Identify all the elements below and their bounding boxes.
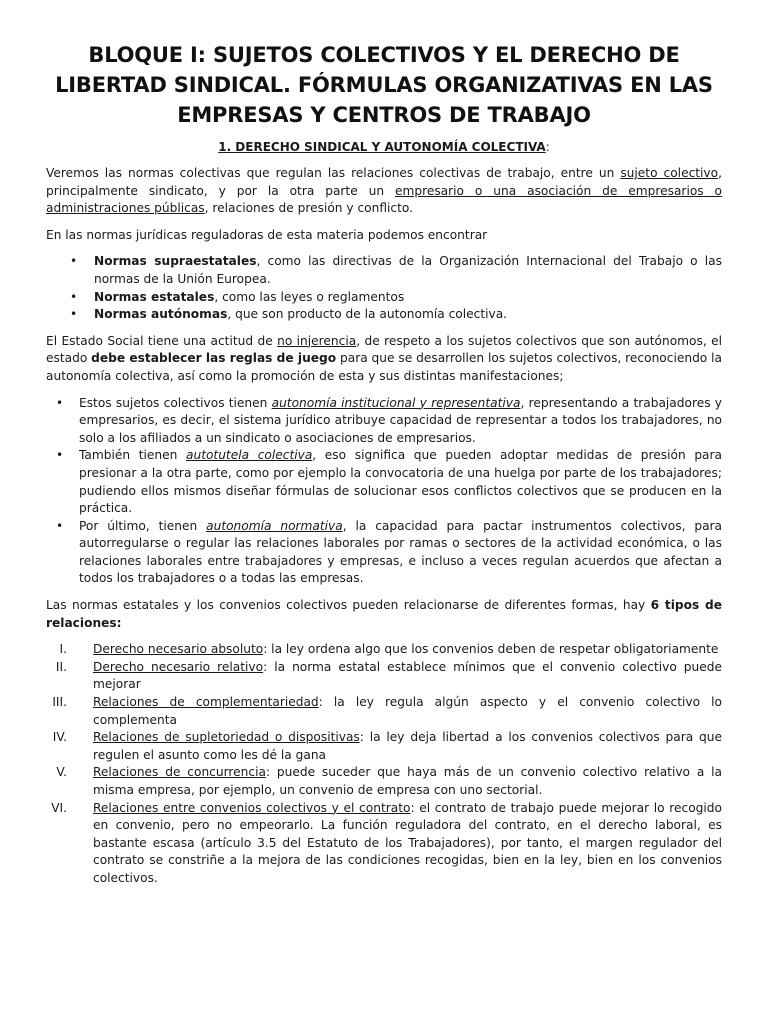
text-run: , principalmente sindicato, y por la otra parte un	[46, 166, 722, 198]
bullet-icon: •	[70, 307, 78, 322]
text-run: , la capacidad para pactar instrumentos colectivos, para autorregularse o regular las relaciones laborales por ramas o sectores de la actividad económica, o las relaciones laborales entre trabajadores y empresas, e incluso a veces regulan acuerdos que afectan a todos los trabajadores o a todas las empresas.	[79, 518, 723, 586]
relation-name: Derecho necesario absoluto	[93, 642, 264, 657]
emphasized-term: autonomía normativa	[206, 518, 343, 533]
norm-description: , como las leyes o reglamentos	[214, 289, 405, 304]
relation-name: Derecho necesario relativo	[93, 659, 264, 674]
list-number: III.	[52, 695, 67, 710]
relation-description: : la ley deja libertad a los convenios colectivos para que regulen el asunto como les dé la gana	[93, 730, 723, 762]
text-run: Estos sujetos colectivos tienen	[79, 395, 272, 410]
list-item	[46, 518, 722, 588]
text-run: , relaciones de presión y conflicto.	[204, 201, 414, 216]
list-item	[46, 800, 722, 888]
list-item	[46, 447, 722, 517]
text-run: Veremos las normas colectivas que regulan las relaciones colectivas de trabajo, entre un	[46, 166, 621, 180]
list-item	[46, 641, 722, 659]
list-number: VI.	[51, 800, 67, 815]
autonomy-list	[46, 395, 722, 589]
list-item	[46, 306, 722, 324]
bullet-icon: •	[56, 448, 64, 463]
relation-name: Relaciones de complementariedad	[93, 695, 319, 710]
relation-description: : la ley regula algún aspecto y el convenio colectivo lo complementa	[93, 695, 722, 727]
emphasized-term: autotutela colectiva	[186, 448, 313, 463]
underlined-term: sujeto colectivo	[620, 166, 719, 180]
list-item	[46, 694, 722, 729]
relation-name: Relaciones de concurrencia	[93, 765, 266, 780]
text-run: , eso significa que pueden adoptar medidas de presión para presionar a la otra parte, como por ejemplo la convocatoria de una huelga por parte de los trabajadores; pudiendo ellos mismos diseñar fórmulas de solucionar esos conflictos colectivos que se producen en la práctica.	[79, 448, 723, 516]
list-number: IV.	[52, 730, 67, 745]
norm-name: Normas autónomas	[94, 307, 228, 322]
bullet-icon: •	[70, 254, 78, 269]
relation-description: : el contrato de trabajo puede mejorar lo recogido en convenio, pero no empeorarlo. La función reguladora del contrato, en el derecho laboral, es bastante escasa (artículo 3.5 del Estatuto de los Trabajadores), por tanto, el margen regulador del contrato se constriñe a la mejora de las condiciones recogidas, bien en la ley, bien en los convenios colectivos.	[93, 800, 722, 885]
list-item	[46, 395, 722, 448]
norms-list	[46, 253, 722, 323]
relation-description: : puede suceder que haya más de un convenio colectivo relativo a la misma empresa, por ejemplo, un convenio de empresa con uno sectorial.	[93, 765, 723, 797]
list-item	[46, 289, 722, 307]
list-item	[46, 253, 722, 288]
relation-name: Relaciones de supletoriedad o dispositivas	[93, 730, 360, 745]
section-heading-text: 1. DERECHO SINDICAL Y AUTONOMÍA COLECTIVA	[218, 140, 546, 154]
bullet-icon: •	[70, 289, 78, 304]
norm-description: , como las directivas de la Organización Internacional del Trabajo o las normas de la Unión Europea.	[94, 254, 722, 286]
text-run: , de respeto a los sujetos colectivos que son autónomos, el estado	[46, 333, 722, 366]
section-heading-colon: :	[545, 140, 550, 154]
bold-phrase: 6 tipos de relaciones	[46, 598, 722, 630]
norms-intro-paragraph: En las normas jurídicas reguladoras de esta materia podemos encontrar	[46, 227, 488, 242]
text-run: para que se desarrollen los sujetos colectivos, reconociendo la autonomía colectiva, así como la promoción de esta y sus distintas manifestaciones;	[46, 351, 722, 383]
relations-intro-paragraph	[46, 597, 722, 632]
norm-description: , que son producto de la autonomía colectiva.	[227, 307, 508, 322]
state-paragraph	[46, 333, 722, 386]
text-run: , representando a trabajadores y empresarios, es decir, el sistema jurídico atribuye capacidad de representar a todos los trabajadores, no solo a los afiliados a un sindicato o asociaciones de empresarios.	[79, 395, 722, 445]
underlined-term: no injerencia	[277, 333, 357, 348]
text-run: También tienen	[79, 448, 186, 463]
list-number: V.	[56, 765, 67, 780]
list-number: I.	[59, 642, 67, 657]
text-run: :	[116, 615, 122, 630]
list-item	[46, 659, 722, 694]
norm-name: Normas estatales	[94, 289, 215, 304]
list-number: II.	[55, 659, 67, 674]
norm-name: Normas supraestatales	[94, 254, 257, 269]
emphasized-term: autonomía institucional y representativa	[271, 395, 521, 410]
relation-name: Relaciones entre convenios colectivos y el contrato	[93, 800, 411, 815]
text-run: Por último, tienen	[79, 518, 207, 533]
section-heading	[46, 140, 722, 155]
text-run: El Estado Social tiene una actitud de	[46, 333, 278, 348]
intro-paragraph	[46, 165, 722, 218]
underlined-term: empresario o una asociación de empresarios o administraciones públicas	[46, 183, 722, 216]
relations-list	[46, 641, 722, 887]
list-item	[46, 729, 722, 764]
list-item	[46, 764, 722, 799]
document-title: BLOQUE I: SUJETOS COLECTIVOS Y EL DERECHO DE LIBERTAD SINDICAL. FÓRMULAS ORGANIZATIVAS EN LAS EMPRESAS Y CENTROS DE TRABAJO	[55, 43, 713, 127]
relation-description: : la norma estatal establece mínimos que el convenio colectivo puede mejorar	[93, 659, 723, 692]
bullet-icon: •	[56, 395, 64, 410]
relation-description: : la ley ordena algo que los convenios deben de respetar obligatoriamente	[263, 642, 719, 657]
bullet-icon: •	[56, 518, 64, 533]
text-run: Las normas estatales y los convenios colectivos pueden relacionarse de diferentes formas, hay	[46, 598, 651, 613]
bold-phrase: debe establecer las reglas de juego	[91, 351, 337, 366]
